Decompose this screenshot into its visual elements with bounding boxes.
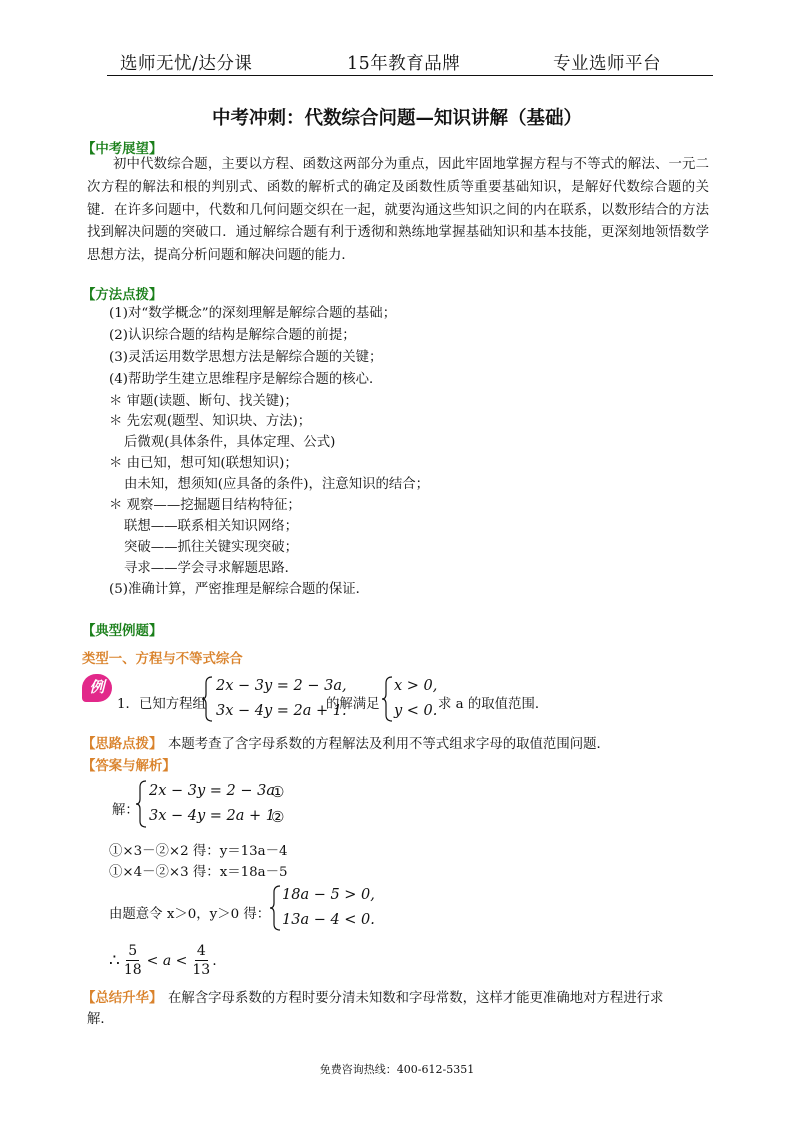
method-heading: 【方法点拨】: [82, 287, 163, 303]
fraction-5-18: [122, 942, 144, 979]
page-title: 中考冲刺：代数综合问题—知识讲解（基础）: [211, 108, 582, 129]
method-line: 后微观(具体条件，具体定理、公式): [124, 435, 336, 450]
header-right: 专业选师平台: [553, 54, 661, 74]
fraction-numerator: 4: [196, 943, 206, 959]
fraction-denominator: 18: [123, 962, 142, 978]
result-inequality: [109, 942, 217, 979]
method-line: (3)灵活运用数学思想方法是解综合题的关键；: [109, 350, 383, 365]
example-suffix: 求 a 的取值范围．: [438, 697, 549, 712]
eq2-mark: ②: [271, 808, 285, 826]
fraction-denominator: 13: [192, 962, 211, 978]
step-1: ①×3－②×2 得：y＝13a－4: [109, 844, 288, 859]
method-line: 联想——联系相关知识网络；: [124, 519, 299, 534]
method-line: ＊ 观察——挖掘题目结构特征；: [109, 498, 301, 513]
summary-text-continued: 解．: [87, 1012, 114, 1027]
example-number: 1．: [117, 697, 139, 712]
outlook-text: 初中代数综合题，主要以方程、函数这两部分为重点，因此牢固地掌握方程与不等式的解法、一元二次方程的解法和根的判别式、函数的解析式的确定及函数性质等重要基础知识，是解好代数综合题的关键．在许多问题中，代数和几何问题交织在一起，就要沟通这些知识之间的内在联系，以数形结合的方法找到解决问题的突破口．通过解综合题有利于透彻和熟练地掌握基础知识和基本技能，更深刻地领悟数学思想方法，提高分析问题和解决问题的能力．: [87, 157, 709, 264]
header-divider: [107, 75, 713, 76]
method-line: (1)对“数学概念”的深刻理解是解综合题的基础；: [109, 306, 397, 321]
example-mid: 的解满足: [326, 697, 380, 712]
method-line: (5)准确计算，严密推理是解综合题的保证．: [109, 582, 369, 597]
eq1-mark: ①: [271, 783, 285, 801]
header-left: 选师无忧/达分课: [120, 54, 253, 74]
system2-eq2: y < 0.: [394, 703, 438, 719]
method-line: (4)帮助学生建立思维程序是解综合题的核心．: [109, 372, 383, 387]
condition-eq2: 13a − 4 < 0.: [282, 912, 375, 928]
condition-prefix: 由题意令 x＞0，y＞0 得：: [109, 907, 271, 922]
hint-text: 本题考查了含字母系数的方程解法及利用不等式组求字母的取值范围问题．: [168, 737, 610, 752]
inequality-middle: < a <: [146, 952, 188, 969]
example-prefix: 已知方程组: [139, 697, 206, 712]
system1-eq1: 2x − 3y = 2 − 3a,: [216, 678, 347, 694]
therefore-symbol: ∴: [109, 950, 120, 971]
header-center: 15年教育品牌: [347, 54, 461, 74]
system1-eq2: 3x − 4y = 2a + 1.: [216, 703, 347, 719]
method-line: ＊ 由已知，想可知(联想知识)；: [109, 456, 298, 471]
fraction-numerator: 5: [128, 943, 138, 959]
solution-eq2: 3x − 4y = 2a + 1: [149, 808, 276, 824]
answer-label: 【答案与解析】: [82, 758, 176, 774]
solve-prefix: 解：: [112, 803, 139, 818]
method-line: 寻求——学会寻求解题思路．: [124, 561, 299, 576]
method-line: ＊ 先宏观(题型、知识块、方法)；: [109, 414, 312, 429]
method-line: ＊ 审题(读题、断句、找关键)；: [109, 394, 298, 409]
fraction-4-13: [190, 942, 212, 979]
brace-left-3: [134, 779, 150, 829]
footer-hotline: 免费咨询热线：400-612-5351: [319, 1063, 475, 1076]
outlook-heading: 【中考展望】: [82, 141, 163, 157]
method-line: 由未知，想须知(应具备的条件)，注意知识的结合；: [124, 477, 430, 492]
summary-text: 在解含字母系数的方程时要分清未知数和字母常数，这样才能更准确地对方程进行求: [168, 991, 664, 1006]
example-badge: 例: [82, 674, 112, 702]
system2-eq1: x > 0,: [394, 678, 438, 694]
examples-heading: 【典型例题】: [82, 623, 163, 639]
type1-heading: 类型一、方程与不等式综合: [82, 651, 243, 667]
brace-left-1: [200, 675, 216, 723]
period: .: [212, 952, 217, 969]
method-line: 突破——抓往关键实现突破；: [124, 540, 299, 555]
method-line: (2)认识综合题的结构是解综合题的前提；: [109, 328, 356, 343]
solution-eq1: 2x − 3y = 2 − 3a: [149, 783, 276, 799]
summary-label: 【总结升华】: [82, 990, 163, 1006]
condition-eq1: 18a − 5 > 0,: [282, 887, 375, 903]
step-2: ①×4－②×3 得：x＝18a－5: [109, 865, 288, 880]
hint-label: 【思路点拨】: [82, 736, 163, 752]
